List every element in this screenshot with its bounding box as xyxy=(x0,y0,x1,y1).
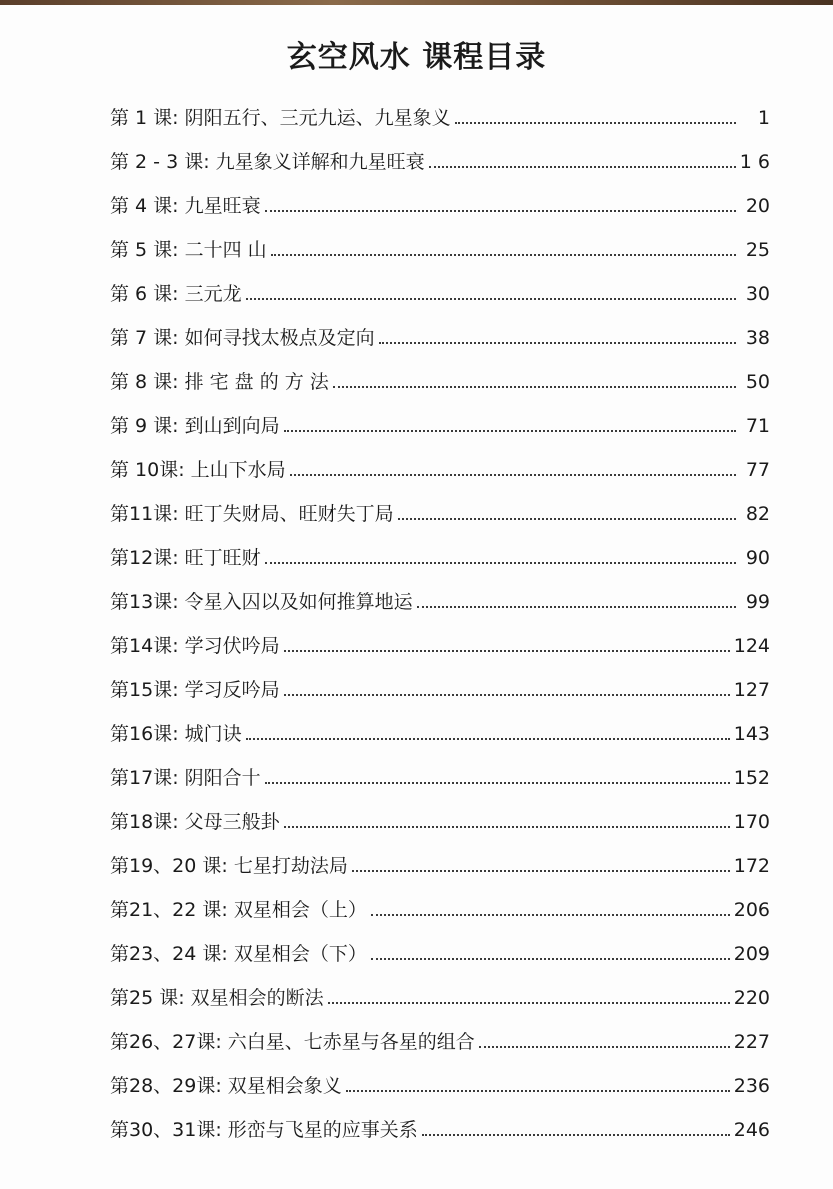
toc-page-number: 38 xyxy=(745,327,770,349)
toc-lesson-number: 第 5 课 xyxy=(110,239,173,261)
toc-separator: : xyxy=(178,987,185,1009)
toc-page-number: 20 xyxy=(745,195,770,217)
toc-entry xyxy=(110,745,770,789)
toc-separator: : xyxy=(221,899,228,921)
toc-topic: 排 宅 盘 的 方 法 xyxy=(184,371,329,393)
toc-entry xyxy=(110,85,770,129)
toc-dot-leader xyxy=(398,518,736,520)
toc-separator: : xyxy=(178,459,185,481)
toc-separator: : xyxy=(172,767,179,789)
toc-entry xyxy=(110,349,770,393)
toc-separator: : xyxy=(172,371,179,393)
toc-page-number: 82 xyxy=(745,503,770,525)
toc-entry xyxy=(110,261,770,305)
toc-separator: : xyxy=(172,591,179,613)
toc-topic: 学习反吟局 xyxy=(184,679,280,701)
toc-lesson-number: 第 6 课 xyxy=(110,283,173,305)
toc-entry xyxy=(110,789,770,833)
toc-entry xyxy=(110,1009,770,1053)
toc-page-number: 206 xyxy=(733,899,770,921)
toc-topic: 双星相会（下） xyxy=(233,943,367,965)
toc-separator: : xyxy=(172,195,179,217)
toc-topic: 形峦与飞星的应事关系 xyxy=(227,1119,418,1141)
toc-page-number: 220 xyxy=(733,987,770,1009)
toc-dot-leader xyxy=(352,870,730,872)
toc-dot-leader xyxy=(265,782,730,784)
toc-topic: 城门诀 xyxy=(184,723,242,745)
toc-page-number: 1 xyxy=(757,107,770,129)
toc-topic: 阴阳五行、三元九运、九星象义 xyxy=(184,107,451,129)
page-title: 玄空风水 课程目录 xyxy=(286,40,547,75)
toc-dot-leader xyxy=(265,210,736,212)
toc-dot-leader xyxy=(265,562,736,564)
toc-lesson-number: 第 9 课 xyxy=(110,415,173,437)
toc-lesson-number: 第11课 xyxy=(110,503,173,525)
toc-dot-leader xyxy=(417,606,736,608)
toc-separator: : xyxy=(172,503,179,525)
toc-dot-leader xyxy=(284,694,730,696)
toc-page-number: 127 xyxy=(733,679,770,701)
toc-topic: 七星打劫法局 xyxy=(233,855,348,877)
toc-lesson-number: 第16课 xyxy=(110,723,173,745)
toc-dot-leader xyxy=(371,958,730,960)
toc-entry xyxy=(110,833,770,877)
toc-entry xyxy=(110,613,770,657)
toc-topic: 令星入囚以及如何推算地运 xyxy=(184,591,413,613)
toc-separator: : xyxy=(172,327,179,349)
toc-page-number: 90 xyxy=(745,547,770,569)
toc-entry xyxy=(110,701,770,745)
toc-lesson-number: 第 1 课 xyxy=(110,107,173,129)
toc-entry xyxy=(110,305,770,349)
toc-dot-leader xyxy=(379,342,736,344)
toc-separator: : xyxy=(172,239,179,261)
toc-dot-leader xyxy=(328,1002,730,1004)
toc-page-number: 99 xyxy=(745,591,770,613)
toc-lesson-number: 第17课 xyxy=(110,767,173,789)
toc-topic: 二十四 山 xyxy=(184,239,267,261)
toc-lesson-number: 第 8 课 xyxy=(110,371,173,393)
toc-lesson-number: 第25 课 xyxy=(110,987,179,1009)
toc-separator: : xyxy=(172,107,179,129)
toc-page-number: 124 xyxy=(733,635,770,657)
toc-page-number: 71 xyxy=(745,415,770,437)
toc-dot-leader xyxy=(246,738,730,740)
toc-lesson-number: 第21、22 课 xyxy=(110,899,222,921)
toc-lesson-number: 第19、20 课 xyxy=(110,855,222,877)
toc-topic: 旺丁失财局、旺财失丁局 xyxy=(184,503,394,525)
toc-separator: : xyxy=(215,1031,222,1053)
toc-topic: 双星相会的断法 xyxy=(190,987,324,1009)
toc-lesson-number: 第 10课 xyxy=(110,459,179,481)
toc-page-number: 50 xyxy=(745,371,770,393)
document-page xyxy=(0,5,833,1189)
toc-topic: 到山到向局 xyxy=(184,415,280,437)
toc-dot-leader xyxy=(246,298,736,300)
toc-dot-leader xyxy=(479,1046,730,1048)
toc-topic: 父母三般卦 xyxy=(184,811,280,833)
toc-lesson-number: 第26、27课 xyxy=(110,1031,216,1053)
toc-separator: : xyxy=(172,283,179,305)
toc-entry xyxy=(110,569,770,613)
toc-entry xyxy=(110,921,770,965)
toc-topic: 九星旺衰 xyxy=(184,195,261,217)
toc-page-number: 143 xyxy=(733,723,770,745)
toc-entry xyxy=(110,965,770,1009)
toc-topic: 六白星、七赤星与各星的组合 xyxy=(227,1031,475,1053)
table-of-contents xyxy=(110,85,770,1141)
toc-separator: : xyxy=(172,811,179,833)
toc-page-number: 170 xyxy=(733,811,770,833)
toc-entry xyxy=(110,1097,770,1141)
toc-dot-leader xyxy=(422,1134,730,1136)
toc-topic: 双星相会（上） xyxy=(233,899,367,921)
toc-lesson-number: 第23、24 课 xyxy=(110,943,222,965)
toc-dot-leader xyxy=(333,386,736,388)
toc-lesson-number: 第14课 xyxy=(110,635,173,657)
toc-topic: 双星相会象义 xyxy=(227,1075,342,1097)
toc-lesson-number: 第30、31课 xyxy=(110,1119,216,1141)
toc-entry xyxy=(110,393,770,437)
toc-lesson-number: 第 4 课 xyxy=(110,195,173,217)
toc-dot-leader xyxy=(371,914,730,916)
toc-separator: : xyxy=(172,679,179,701)
toc-topic: 上山下水局 xyxy=(190,459,286,481)
toc-separator: : xyxy=(172,547,179,569)
toc-topic: 九星象义详解和九星旺衰 xyxy=(215,151,425,173)
toc-dot-leader xyxy=(346,1090,730,1092)
toc-lesson-number: 第28、29课 xyxy=(110,1075,216,1097)
toc-lesson-number: 第 2 - 3 课 xyxy=(110,151,204,173)
toc-page-number: 1 6 xyxy=(739,151,770,173)
toc-dot-leader xyxy=(284,650,730,652)
toc-topic: 三元龙 xyxy=(184,283,242,305)
toc-separator: : xyxy=(203,151,210,173)
toc-separator: : xyxy=(172,635,179,657)
toc-lesson-number: 第12课 xyxy=(110,547,173,569)
toc-separator: : xyxy=(172,723,179,745)
toc-dot-leader xyxy=(284,826,730,828)
toc-separator: : xyxy=(215,1119,222,1141)
toc-separator: : xyxy=(172,415,179,437)
toc-page-number: 209 xyxy=(733,943,770,965)
toc-topic: 旺丁旺财 xyxy=(184,547,261,569)
toc-page-number: 227 xyxy=(733,1031,770,1053)
toc-separator: : xyxy=(221,855,228,877)
toc-entry xyxy=(110,129,770,173)
toc-page-number: 30 xyxy=(745,283,770,305)
toc-topic: 阴阳合十 xyxy=(184,767,261,789)
toc-dot-leader xyxy=(271,254,736,256)
toc-entry xyxy=(110,525,770,569)
toc-separator: : xyxy=(215,1075,222,1097)
toc-lesson-number: 第18课 xyxy=(110,811,173,833)
toc-page-number: 236 xyxy=(733,1075,770,1097)
toc-topic: 如何寻找太极点及定向 xyxy=(184,327,375,349)
toc-entry xyxy=(110,173,770,217)
toc-page-number: 77 xyxy=(745,459,770,481)
toc-entry xyxy=(110,217,770,261)
toc-dot-leader xyxy=(290,474,736,476)
toc-dot-leader xyxy=(284,430,736,432)
toc-entry xyxy=(110,877,770,921)
toc-dot-leader xyxy=(455,122,736,124)
toc-separator: : xyxy=(221,943,228,965)
toc-topic: 学习伏吟局 xyxy=(184,635,280,657)
toc-page-number: 25 xyxy=(745,239,770,261)
toc-page-number: 152 xyxy=(733,767,770,789)
toc-dot-leader xyxy=(429,166,736,168)
toc-entry xyxy=(110,657,770,701)
toc-page-number: 172 xyxy=(733,855,770,877)
toc-entry xyxy=(110,1053,770,1097)
toc-entry xyxy=(110,437,770,481)
toc-lesson-number: 第15课 xyxy=(110,679,173,701)
toc-page-number: 246 xyxy=(733,1119,770,1141)
toc-lesson-number: 第 7 课 xyxy=(110,327,173,349)
toc-entry xyxy=(110,481,770,525)
toc-lesson-number: 第13课 xyxy=(110,591,173,613)
